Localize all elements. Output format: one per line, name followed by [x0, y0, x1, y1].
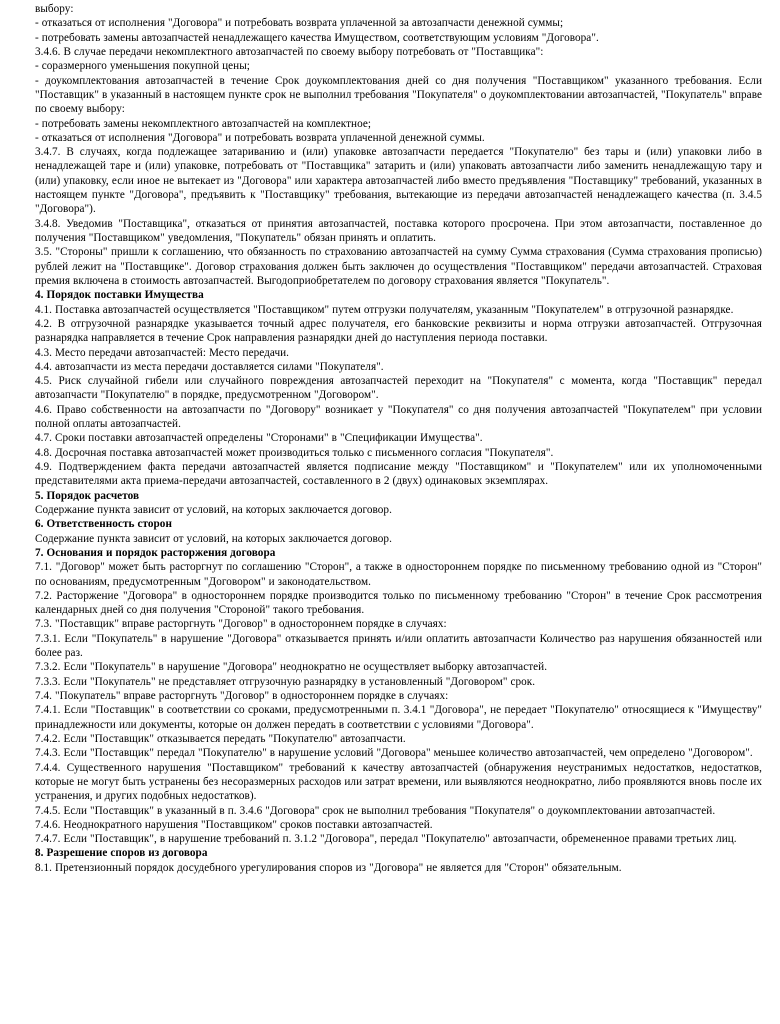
section-heading: 5. Порядок расчетов: [35, 489, 140, 502]
clause-paragraph: 3.4.7. В случаях, когда подлежащее затариванию и (или) упаковке автозапчасти передается "Покупателю" без тары и (или) упаковки либо в ненадлежащей таре и (или) упаковке, потребовать от "Поставщика" затарить и (или) упаковать автозапчасти либо заменить ненадлежащую тару и (или) упаковку, если иное не вытекает из "Договора" или характера автозапчастей либо вместо предъявления "Поставщику" требований, указанных в настоящем пункте "Договора", предъявить к "Поставщику" требования, вытекающие из передачи автозапчастей ненадлежащего качества (п. 3.4.5 "Договора").: [35, 146, 762, 216]
clause-paragraph: - доукомплектования автозапчастей в течение Срок доукомплектования дней со дня получения "Поставщиком" указанного требования. Если "Поставщик" в указанный в настоящем пункте срок не выполнил требования "Покупателя" о доукомплектовании автозапчастей, "Покупатель" вправе по своему выбору:: [35, 74, 762, 116]
clause-paragraph: 3.4.8. Уведомив "Поставщика", отказаться от принятия автозапчастей, поставка которого просрочена. При этом автозапчасти, поставленное до получения "Поставщиком" уведомления, "Покупатель" обязан принять и оплатить.: [35, 217, 762, 244]
clause-paragraph: 7.3.3. Если "Покупатель" не представляет отгрузочную разнарядку в установленный "Договором" срок.: [35, 675, 536, 688]
section-heading: 4. Порядок поставки Имущества: [35, 289, 204, 302]
clause-paragraph: 7.4.6. Неоднократного нарушения "Поставщиком" сроков поставки автозапчастей.: [35, 818, 433, 831]
clause-paragraph: 7.3.2. Если "Покупатель" в нарушение "Договора" неоднократно не осуществляет выборку автозапчастей.: [35, 661, 548, 674]
section-heading: 8. Разрешение споров из договора: [35, 847, 208, 860]
clause-paragraph: - потребовать замены некомплектного автозапчастей на комплектное;: [35, 117, 372, 130]
clause-paragraph: Содержание пункта зависит от условий, на которых заключается договор.: [35, 532, 392, 545]
clause-paragraph: - отказаться от исполнения "Договора" и потребовать возврата уплаченной за автозапчасти денежной суммы;: [35, 17, 564, 30]
clause-paragraph: 7.3. "Поставщик" вправе расторгнуть "Договор" в одностороннем порядке в случаях:: [35, 618, 447, 631]
clause-paragraph: 7.1. "Договор" может быть расторгнут по соглашению "Сторон", а также в одностороннем порядке по письменному требованию одной из "Сторон" по основаниям, предусмотренным "Договором" и законодательством.: [35, 561, 762, 588]
clause-paragraph: 4.8. Досрочная поставка автозапчастей может производиться только с письменного согласия "Покупателя".: [35, 446, 554, 459]
clause-paragraph: 4.5. Риск случайной гибели или случайного повреждения автозапчастей переходит на "Покупателя" с момента, когда "Поставщик" передал автозапчасти "Покупателю" в порядке, предусмотренном "Договором".: [35, 375, 762, 402]
clause-paragraph: 7.4.3. Если "Поставщик" передал "Покупателю" в нарушение условий "Договора" меньшее количество автозапчастей, чем определено "Договором".: [35, 747, 753, 760]
clause-paragraph: 3.5. "Стороны" пришли к соглашению, что обязанность по страхованию автозапчастей на сумму Сумма страхования (Сумма страхования прописью) рублей лежит на "Поставщике". Договор страхования должен быть заключен до осуществления "Поставщиком" передачи автозапчастей. Страховая премия включена в стоимость автозапчастей. Выгодоприобретателем по договору страхования является "Покупатель".: [35, 246, 762, 287]
clause-paragraph: 4.3. Место передачи автозапчастей: Место передачи.: [35, 346, 290, 359]
clause-paragraph: 8.1. Претензионный порядок досудебного урегулирования споров из "Договора" не является для "Сторон" обязательным.: [35, 861, 622, 874]
clause-paragraph: 4.9. Подтверждением факта передачи автозапчастей является подписание между "Поставщиком" и "Покупателем" или их уполномоченными представителями акта приема-передачи автозапчастей, составленного в 2 (двух) одинаковых экземплярах.: [35, 461, 762, 488]
clause-paragraph: 4.1. Поставка автозапчастей осуществляется "Поставщиком" путем отгрузки получателям, указанным "Покупателем" в отгрузочной разнарядке.: [35, 303, 734, 316]
clause-paragraph: 4.7. Сроки поставки автозапчастей определены "Сторонами" в "Спецификации Имущества".: [35, 432, 483, 445]
clause-paragraph: 7.4.7. Если "Поставщик", в нарушение требований п. 3.1.2 "Договора", передал "Покупателю" автозапчасти, обремененное правами третьих лиц.: [35, 833, 737, 846]
document-body: [35, 2, 762, 875]
clause-paragraph: 7.3.1. Если "Покупатель" в нарушение "Договора" отказывается принять и/или оплатить автозапчасти Количество раз нарушения обязанностей или более раз.: [35, 632, 762, 660]
section-heading: 6. Ответственность сторон: [35, 518, 172, 531]
section-heading: 7. Основания и порядок расторжения договора: [35, 546, 276, 559]
clause-paragraph: 7.4.5. Если "Поставщик" в указанный в п. 3.4.6 "Договора" срок не выполнил требования "Покупателя" о доукомплектовании автозапчастей.: [35, 804, 716, 817]
clause-paragraph: - отказаться от исполнения "Договора" и потребовать возврата уплаченной денежной суммы.: [35, 131, 485, 144]
clause-paragraph: 7.4.4. Существенного нарушения "Поставщиком" требований к качеству автозапчастей (обнаружения неустранимых недостатков, недостатков, которые не могут быть устранены без несоразмерных расходов или затрат времени, или выявляются неоднократно, либо проявляются вновь после их устранения, и других подобных недостатков).: [35, 761, 762, 803]
clause-paragraph: - соразмерного уменьшения покупной цены;: [35, 60, 250, 73]
clause-paragraph: 4.6. Право собственности на автозапчасти по "Договору" возникает у "Покупателя" со дня получения автозапчастей "Покупателем" при условии полной оплаты автозапчастей.: [35, 403, 762, 431]
clause-paragraph: 4.2. В отгрузочной разнарядке указывается точный адрес получателя, его банковские реквизиты и норма отгрузки автозапчастей. Отгрузочная разнарядка направляется в течение Срок направления разнарядки дней до наступления периода поставки.: [35, 317, 762, 345]
clause-paragraph: 7.4.1. Если "Поставщик" в соответствии со сроками, предусмотренными п. 3.4.1 "Договора", не передает "Покупателю" относящиеся к "Имуществу" принадлежности или документы, которые он должен передать в соответствии с условиями "Договора".: [35, 704, 762, 731]
clause-paragraph: 7.2. Расторжение "Договора" в одностороннем порядке производится только по письменному требованию "Сторон" в течение Срок рассмотрения календарных дней со дня получения "Стороной" такого требования.: [35, 589, 762, 617]
clause-paragraph: Содержание пункта зависит от условий, на которых заключается договор.: [35, 503, 392, 516]
clause-paragraph: выбору:: [35, 3, 74, 15]
clause-paragraph: 4.4. автозапчасти из места передачи доставляется силами "Покупателя".: [35, 360, 384, 373]
clause-paragraph: 3.4.6. В случае передачи некомплектного автозапчастей по своему выбору потребовать от "Поставщика":: [35, 45, 544, 58]
clause-paragraph: - потребовать замены автозапчастей ненадлежащего качества Имуществом, соответствующим условиям "Договора".: [35, 31, 599, 44]
clause-paragraph: 7.4. "Покупатель" вправе расторгнуть "Договор" в одностороннем порядке в случаях:: [35, 690, 449, 702]
clause-paragraph: 7.4.2. Если "Поставщик" отказывается передать "Покупателю" автозапчасти.: [35, 732, 406, 745]
